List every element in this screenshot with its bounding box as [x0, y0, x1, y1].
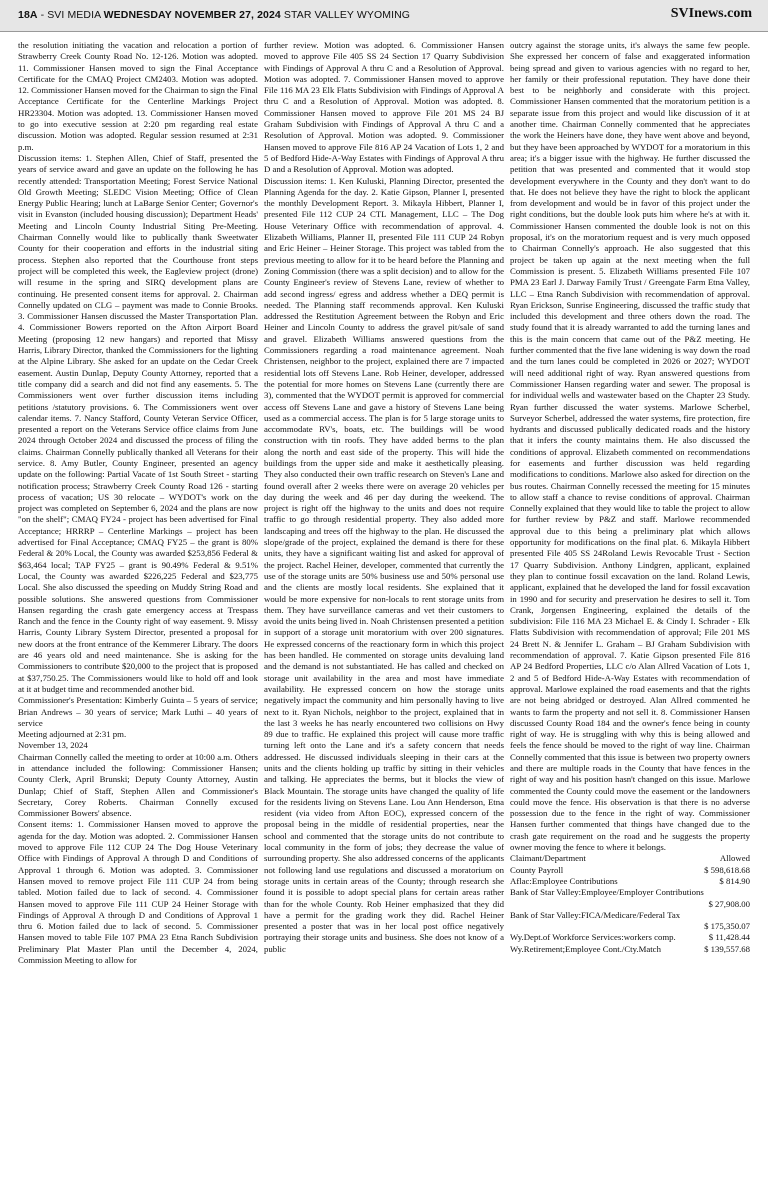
claimant-amount: $ 11,428.44 [708, 932, 750, 943]
claimant-amount: $ 598,618.68 [704, 864, 750, 875]
claimant-name: County Payroll [510, 864, 564, 875]
paragraph: November 13, 2024 [18, 740, 88, 751]
paper-name: STAR VALLEY WYOMING [283, 9, 411, 21]
column-3 [510, 40, 750, 1182]
salary-row [510, 944, 750, 955]
paragraph: the resolution initiating the vacation and relocation a portion of Strawberry Creek County Road No. 12-126. Motion was adopted. 11. Commissioner Hansen moved to sign the Final Acceptance Certificate for the CMAQ Project CM2403. Motion was adopted. 12. Commissioner Hansen moved for the Chairman to sign the Final Acceptance Certificate for the Centerline Markings Project HR23304. Motion was adopted. 13. Commissioner Hansen moved to go into executive session at 2:20 pm regarding real estate discussion. Motion was adopted. Regular session resumed at 2:31 p.m. [18, 40, 258, 152]
paragraph: Discussion items: 1. Ken Kuluski, Planning Director, presented the Planning Agenda for the day. 2. Katie Gipson, Planner I, presented the monthly Development Report. 3. Mikayla Hibbert, Planner I, presented File 112 CUP 24 CTL Management, LLC – The Dog House Veterinary Office with recommendation of approval. 4. Elizabeth Williams, Planner II, presented File 111 CUP 24 Robyn and Eric Heiner – Heiner Storage. This project was tabled from the previous meeting to allow for it to be heard before the Planning and Zoning Commission (there was a split decision) and to allow for the County Engineer's review of Stevens Lane, review of whether to add second ingress/ egress and address whether a DEQ permit is needed. The Planning staff recommends approval. Ken Kuluski addressed the Restitution Agreement between the Robyn and Eric Heiner and Lincoln County to address the gravel pit/sale of sand and gravel. Elizabeth Williams answered questions from the Commissioners regarding a road maintenance agreement. Noah Christensen, neighbor to the project, explained there are 7 impacted residential lots off Stevens Lane. Rob Heiner, developer, addressed the potential for more homes on Stevens Lane (currently there are 3), commented that the WYDOT permit is approved for commercial access off Stevens Lane and gave a history of Stevens Lane being used as a commercial access. The plan is for 5 large storage units to accommodate RV's, boats, etc. The buildings will be wood construction with tin roofs. They have added berms to the plan along the north and east side of the property. This will hide the buildings from the upper side and make it aesthetically pleasing. They also conducted their own traffic research on Steven's Lane and found overall after 2 weeks there were on average 20 vehicles per day during the week and 46 per day during the weekend. The project is right off the highway to the units and does not require traffic to go through residential property. They also added more landscaping and trees off the highway to the plan. He discussed the slope/grade of the project, explained the demand is there for these units, they have a significant waiting list and asked for approval of the project. Rachel Heiner, developer, commented that currently the use of the storage units are 50% business use and 50% personal use and the clients are mostly local residents. She explained that it would be more expensive for non-locals to rent storage units from them. They have surveillance cameras and vet their customers to avoid the units being lived in. Noah Christensen presented a petition in support of a storage unit moratorium with over 200 signatures. He expressed concerns of the reactionary form in which this project has been handled. He commented on storage units devaluing land and the demand is not substantiated. He has called and checked on storage unit availability in the area and most have immediate availability. He expressed concern on how the storage units negatively impact the community and him personally having to live next to it. Ryan Nichols, neighbor to the project, explained that in the last 3 weeks he has nearly encountered two collisions on Hwy 89 due to traffic. He explained this project will cause more traffic turning left onto the Lane and it's a safety concern that needs addressed. He discussed individuals sleeping in their cars at the units and the clients holding up traffic by sitting in their vehicles and talking. He appreciates the berms, but it blocks the view of Black Mountain. The storage units have changed the quality of life for the residents living on Stevens Lane. Lou Ann Henderson, Etna resident (via video from Afton EOC), expressed concern of the proposal being in the middle of residential properties, near the school and commented that the storage units do not contribute to local community in the form of jobs; they decrease the value of surrounding property. She also addressed concerns of the applicants not following land use regulations and discussed a moratorium on storage units in certain areas of the County; through research she found it is possible to adopt special plans for certain areas rather than for the whole County. Rob Heiner emphasized that they did have a permit for the grading work they did. Rachel Heiner presented a poster that was in her local post office negatively portraying their storage units and business. She does not know of a public [264, 175, 504, 954]
salary-row [510, 921, 750, 932]
page-header [0, 0, 768, 32]
paragraph: Meeting adjourned at 2:31 pm. [18, 729, 127, 740]
claimant-amount: $ 175,350.07 [704, 921, 750, 932]
column-1 [18, 40, 258, 1182]
header-dateline [18, 9, 410, 21]
claimant-amount: $ 27,908.00 [708, 898, 750, 909]
claimant-amount: $ 139,557.68 [704, 943, 750, 954]
publisher-name: - SVI MEDIA [40, 9, 101, 21]
salary-header-row [510, 853, 750, 864]
claimant-name: Bank of Star Valley:FICA/Medicare/Federal Tax [510, 909, 681, 920]
salary-row [510, 899, 750, 910]
page-number: 18A [18, 9, 38, 21]
claimant-name: Aflac:Employee Contributions [510, 875, 618, 886]
issue-date: WEDNESDAY NOVEMBER 27, 2024 [103, 9, 281, 21]
paragraph: Discussion items: 1. Stephen Allen, Chief of Staff, presented the years of service award and gave an update on the following he has recently attended: Transportation Meeting; Forest Service National Old Growth Meeting; SLEDC Vision Meeting; Office of Clean Energy Public Hearing; lunch at LaBarge Senior Center; Governor's visit in Evanston (included housing discussion); Department Heads' Meeting and Lincoln County Industrial Siting Pre-Meeting. Chairman Connelly would like to publically thank Sweetwater County for their cooperation and efforts in the industrial siting process. Stephen also reported that the Courthouse front steps project will be completed this week, the Eagleview project (drone) will resume in the spring and SIRQ development plans are continuing. He presented consent items for approval. 2. Chairman Connelly updated on CLG – payment was made to Connie Brooks. 3. Commissioner Hansen discussed the Master Transportation Plan. 4. Commissioner Bowers reported on the Afton Airport Board Meeting (proposing 12 new hangars) and reported that Missy Harris, Library Director, thanked the Commissioners for the lighting at the Alpine Library. She asked for an update on the Cedar Creek easement. Austin Dunlap, Deputy County Attorney, reported that a title company did a search and did not find any easements. 5. The Commissioners went over further discussion items including petitions /statutory provisions. 6. The Commissioners went over calendar items. 7. Nancy Stafford, County Veteran Service Officer, presented a report on the Veterans Service office claims from June 2024 through October 2024 and discussed the process of filing the claims. Chairman Connelly publically thanked all Veterans for their service. 8. Amy Butler, County Engineer, presented an agency update on the following: Partial Vacate of 1st South Street - starting notification process; Strawberry Creek County Road 126 - starting process of vacation; US 30 relocate – WYDOT's work on the project was completed on September 6, 2024 and the plans are now "on the shelf"; CMAQ FY24 - project has been advertised for Final Acceptance; HRRRP – Centerline Markings – project has been advertised for Final Acceptance; CMAQ FY25 – the grant is 80% Federal & 20% Local, the County was awarded $253,856 Federal & $63,464 local; TAP FY25 – grant is 90.49% Federal & 9.51% Local, the County was awarded $226,225 Federal and $23,775 Local. She also discussed the speeding on Muddy String Road and possible solutions. She answered questions from Commissioner Hansen regarding the crash gate emergency access at Trespass Ranch and the fence in the County right of way easement. 9. Missy Harris, County Library System Director, presented a proposal for new doors at the front entrance of the Kemmerer Library. The doors are 46 years old and need maintenance. She is asking for the Commissioners to contribute $20,000 to the project that is proposed at $37,750.25. The Commissioners would like to hold off and look at it at budget time and recommended another bid. [18, 152, 258, 694]
salary-row [510, 876, 750, 887]
claimant-header: Claimant/Department [510, 853, 586, 864]
site-name: SVInews.com [670, 6, 752, 21]
paragraph: Chairman Connelly called the meeting to order at 10:00 a.m. Others in attendance included the following: Commissioner Hansen; County Clerk, April Brunski; Deputy County Attorney, Austin Dunlap; Chief of Staff, Stephen Allen and Commissioner's Secretary, Corey Roberts. Chairman Connelly excused Commissioner Bowers' absence. [18, 751, 258, 819]
claimant-name: Wy.Retirement;Employee Cont./Cty.Match [510, 943, 661, 954]
paragraph: outcry against the storage units, it's always the same few people. She expressed her concern of false and exaggerated information being spread and given to various agencies with no regard to her, her family or their professional reputation. They have done their best to be neighborly and considerate with this project. Commissioner Hansen commented that the moratorium petition is a separate issue from this project and would like discussion of it at another time. Chairman Connelly commented that he appreciates the work the Heiners have done, they have went above and beyond, but they have been approached by WYDOT for a moratorium in this area; it's a bigger issue with the highway. He further discussed the petition that was presented and commented that it would stop development everywhere in the County and they don't want to do that. He does not believe they have the right to block the applicant from development and would be in favor of this project under the right conditions, but the double look puts him where he's at with it. Commissioner Hansen commented the double look is not on this proposal, it's on the moratorium request and is very much opposed to Chairman Connelly's approach. He also suggested that this project be taken up again at the next meeting when the full Commission is present. 5. Elizabeth Williams presented File 107 PMA 23 Earl J. Darway Family Trust / Greengate Farm Etna Valley, LLC – Etna Ranch Subdivision with recommendation of approval. Ryan Erickson, Sunrise Engineering, discussed the traffic study that included this development and three others down the road. The study found that it is already warranted to add the turning lanes and this is the main concern that came out of the P&Z meeting. He further commented that the five lane widening is way down the road and the turn lanes could be completed in 2026 or 2027; WYDOT will need additional right of way. Ryan answered questions from Commissioner Hansen regarding water and sewer. The proposal is for individual wells and wastewater based on the Chapter 23 Study. Ryan further discussed the water systems. Marlowe Scherbel, Surveyor Scherbel, addressed the water systems, fire protection, fire hydrants and discussed publically dedicated roads and the history that it infers the county maintains them. He also discussed the conditions of approval. Elizabeth commented on recommendations for easements and further discussion was held regarding modifications to conditions. Marlowe also asked for direction on the bus routes. Chairman Connelly recessed the meeting for 15 minutes to allow staff a chance to revise conditions of approval. Chairman Connelly explained that they would like to table the project to allow for further review by P&Z and staff. Marlowe recommended approval due to this being a preliminary plat which allows opportunity for modifications on the final plat. 6. Mikayla Hibbert presented File 405 SS 24Roland Lewis Revocable Trust - Section 17 Quarry Subdivision. Anthony Lindgren, applicant, explained they plan to continue fossil excavation on the land. Roland Lewis, applicant, explained that he developed the land for fossil excavation in 1990 and for security and preservation he desires to sell it. Tom Crank, Jorgensen Engineering, explained the details of the subdivision: File 116 MA 23 Michael E. & Cindy I. Schrader - Elk Flatts Subdivision with recommendation of approval; File 201 MS 24 Brett N. & Jennifer L. Graham – BJ Graham Subdivision with recommendation of approval. 7. Katie Gipson presented File 816 AP 24 Bedford Properties, LLC c/o Alan Allred Vacation of Lots 1, 2 and 5 of Bedford Hide-A-Way Estates with recommendation of approval. Marlowe explained the road easements and that the rights are not being abridged or destroyed. Alan Allred commented he wants to farm the property and not sell it. 8. Commissioner Hansen discussed County Road 184 and the owner's fence being in county right of way. He is struggling with why this is being allowed and feels the fence should be moved to the right of way line. Chairman Connelly commented that this issue is between two property owners and there are multiple roads in the County that have fences in the right of way and his position hasn't changed on this issue. Marlowe commented the County could move the easement or the landowners could move the fence. His observation is that there is no adverse possession due to the fence in the right of way. Commissioner Hansen further commented that things have changed due to the crash gate requirement on the road and he suggests the property owner moving the fence to where it belongs. [510, 40, 750, 853]
salary-row [510, 932, 750, 943]
paragraph: Commissioner's Presentation: Kimberly Guinta – 5 years of service; Brian Andrews – 30 years of service; Mark Luthi – 40 years of service [18, 695, 258, 728]
claimant-amount: $ 814.90 [719, 875, 750, 886]
allowed-header: Allowed [719, 853, 750, 864]
column-2 [264, 40, 504, 1182]
salary-row [510, 910, 750, 921]
paragraph: further review. Motion was adopted. 6. Commissioner Hansen moved to approve File 405 SS 24 Section 17 Quarry Subdivision with Findings of Approval A thru C and a Resolution of Approval. Motion was adopted. 7. Commissioner Hansen moved to approve File 116 MA 23 Elk Flatts Subdivision with Findings of Approval A thru C and a Resolution of Approval. Motion was adopted. 8. Commissioner Hansen moved to approve File 201 MS 24 BJ Graham Subdivision with Findings of Approval A thru C and a Resolution of Approval. Motion was adopted. 9. Commissioner Hansen moved to approve File 816 AP 24 Vacation of Lots 1, 2 and 5 of Bedford Hide-A-Way Estates with Findings of Approval A thru D and a Resolution of Approval. Motion was adopted. [264, 40, 504, 175]
claimant-name: Wy.Dept.of Workforce Services:workers comp. [510, 932, 676, 943]
salary-table [510, 853, 750, 955]
claimant-name: Bank of Star Valley:Employee/Employer Contributions [510, 887, 704, 898]
paragraph: Consent items: 1. Commissioner Hansen moved to approve the agenda for the day. Motion was adopted. 2. Commissioner Hansen moved to approve File 112 CUP 24 The Dog House Veterinary Office with Findings of Approval A through D and Conditions of Approval 1 through 6. Motion was adopted. 3. Commissioner Hansen moved to remove project File 111 CUP 24 from being tabled. Motion failed due to lack of second. 4. Commissioner Hansen moved to approve File 111 CUP 24 Heiner Storage with Findings of Approval A through D and Conditions of Approval 1 thru 6. Motion failed due to lack of second. 5. Commissioner Hansen moved to table File 107 PMA 23 Etna Ranch Subdivision Preliminary Plat Master Plan until the December 4, 2024, Commission Meeting to allow for [18, 819, 258, 966]
salary-row [510, 887, 750, 898]
salary-row [510, 865, 750, 876]
